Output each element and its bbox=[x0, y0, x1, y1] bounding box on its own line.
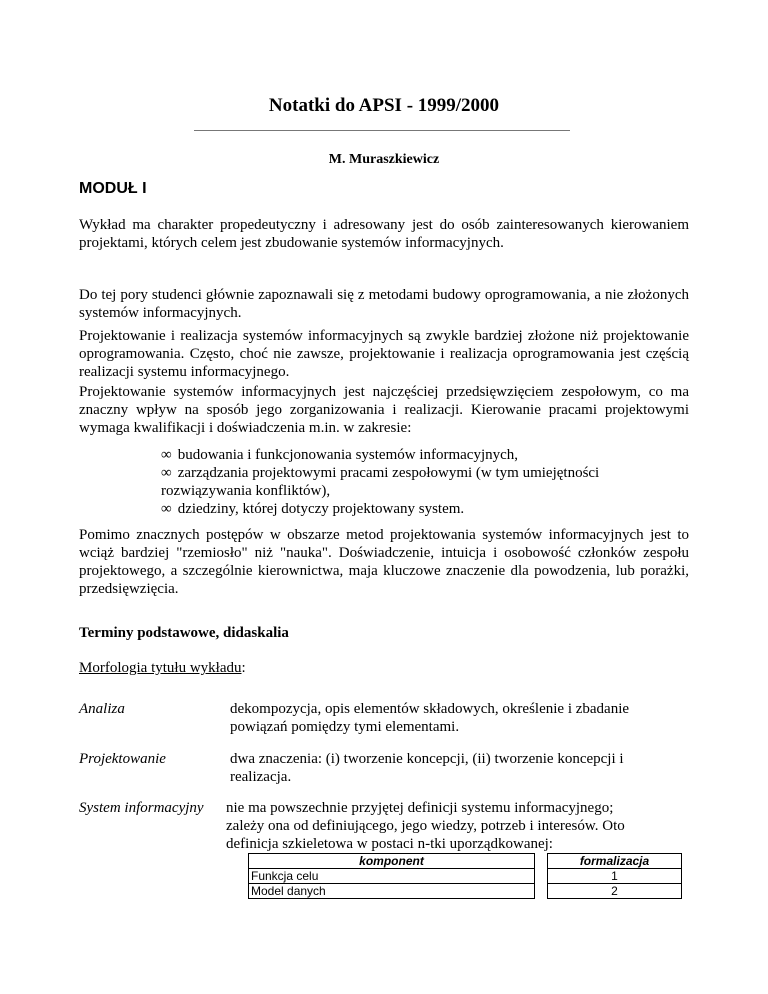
list-item-text: dziedziny, której dotyczy projektowany system. bbox=[177, 501, 465, 517]
title-divider bbox=[194, 130, 570, 131]
list-item bbox=[161, 500, 601, 518]
definition-projektowanie: dwa znaczenia: (i) tworzenie koncepcji, (ii) tworzenie koncepcji i realizacja. bbox=[230, 751, 624, 785]
list-item bbox=[161, 446, 601, 464]
header-komponent: komponent bbox=[249, 854, 535, 869]
paragraph-complexity: Projektowanie i realizacja systemów informacyjnych są zwykle bardziej złożone niż projektowanie oprogramowania. Często, choć nie zawsze, projektowanie i realizacja oprogramowania jest częścią realizacji systemu informacyjnego. bbox=[79, 328, 689, 380]
infinity-bullet-icon: ∞ bbox=[161, 447, 172, 463]
cell-formalization: 2 bbox=[548, 884, 682, 899]
list-item-text: budowania i funkcjonowania systemów informacyjnych, bbox=[177, 447, 519, 463]
cell-component: Model danych bbox=[249, 884, 535, 899]
section-heading: Terminy podstawowe, didaskalia bbox=[79, 625, 289, 641]
infinity-bullet-icon: ∞ bbox=[161, 501, 172, 517]
morphology-label-text: Morfologia tytułu wykładu bbox=[79, 660, 242, 676]
definition-system-informacyjny: nie ma powszechnie przyjętej definicji systemu informacyjnego; zależy ona od definiującego, jego wiedzy, potrzeb i interesów. Oto definicja szkieletowa w postaci n-tki uporządkowanej: bbox=[226, 800, 625, 852]
column-gap bbox=[535, 869, 548, 884]
column-gap bbox=[535, 884, 548, 899]
cell-component: Funkcja celu bbox=[249, 869, 535, 884]
term-system-informacyjny: System informacyjny bbox=[79, 800, 204, 816]
term-analiza: Analiza bbox=[79, 701, 125, 717]
column-gap bbox=[535, 854, 548, 869]
table-row bbox=[249, 884, 682, 899]
list-item bbox=[161, 464, 601, 500]
morphology-label bbox=[79, 659, 246, 677]
components-table bbox=[248, 853, 682, 899]
cell-formalization: 1 bbox=[548, 869, 682, 884]
term-projektowanie: Projektowanie bbox=[79, 751, 166, 767]
paragraph-students: Do tej pory studenci głównie zapoznawali się z metodami budowy oprogramowania, a nie złożonych systemów informacyjnych. bbox=[79, 287, 689, 321]
qualifications-list bbox=[161, 446, 601, 518]
module-heading: MODUŁ I bbox=[79, 180, 147, 197]
infinity-bullet-icon: ∞ bbox=[161, 465, 172, 481]
author-name: M. Muraszkiewicz bbox=[328, 152, 440, 167]
morphology-colon: : bbox=[241, 660, 246, 676]
header-formalizacja: formalizacja bbox=[548, 854, 682, 869]
paragraph-intro: Wykład ma charakter propedeutyczny i adresowany jest do osób zainteresowanych kierowaniem projektami, których celem jest zbudowanie systemów informacyjnych. bbox=[79, 217, 689, 251]
definition-analiza: dekompozycja, opis elementów składowych, określenie i zbadanie powiązań pomiędzy tymi elementami. bbox=[230, 701, 630, 735]
paragraph-teamwork: Projektowanie systemów informacyjnych jest najczęściej przedsięwzięciem zespołowym, co ma znaczny wpływ na sposób jego zorganizowania i realizacji. Kierowanie pracami projektowymi wymaga kwalifikacji i doświadczenia m.in. w zakresie: bbox=[79, 384, 689, 436]
table-row bbox=[249, 869, 682, 884]
table-header-row bbox=[249, 854, 682, 869]
list-item-text: zarządzania projektowymi pracami zespołowymi (w tym umiejętności rozwiązywania konfliktów), bbox=[161, 465, 600, 499]
document-title: Notatki do APSI - 1999/2000 bbox=[268, 95, 500, 116]
paragraph-craft: Pomimo znacznych postępów w obszarze metod projektowania systemów informacyjnych jest to wciąż bardziej "rzemiosło" niż "nauka". Doświadczenie, intuicja i osobowość członków zespołu projektowego, a szczególnie kierownictwa, maja kluczowe znaczenie dla powodzenia, lub porażki, przedsięwzięcia. bbox=[79, 527, 689, 597]
